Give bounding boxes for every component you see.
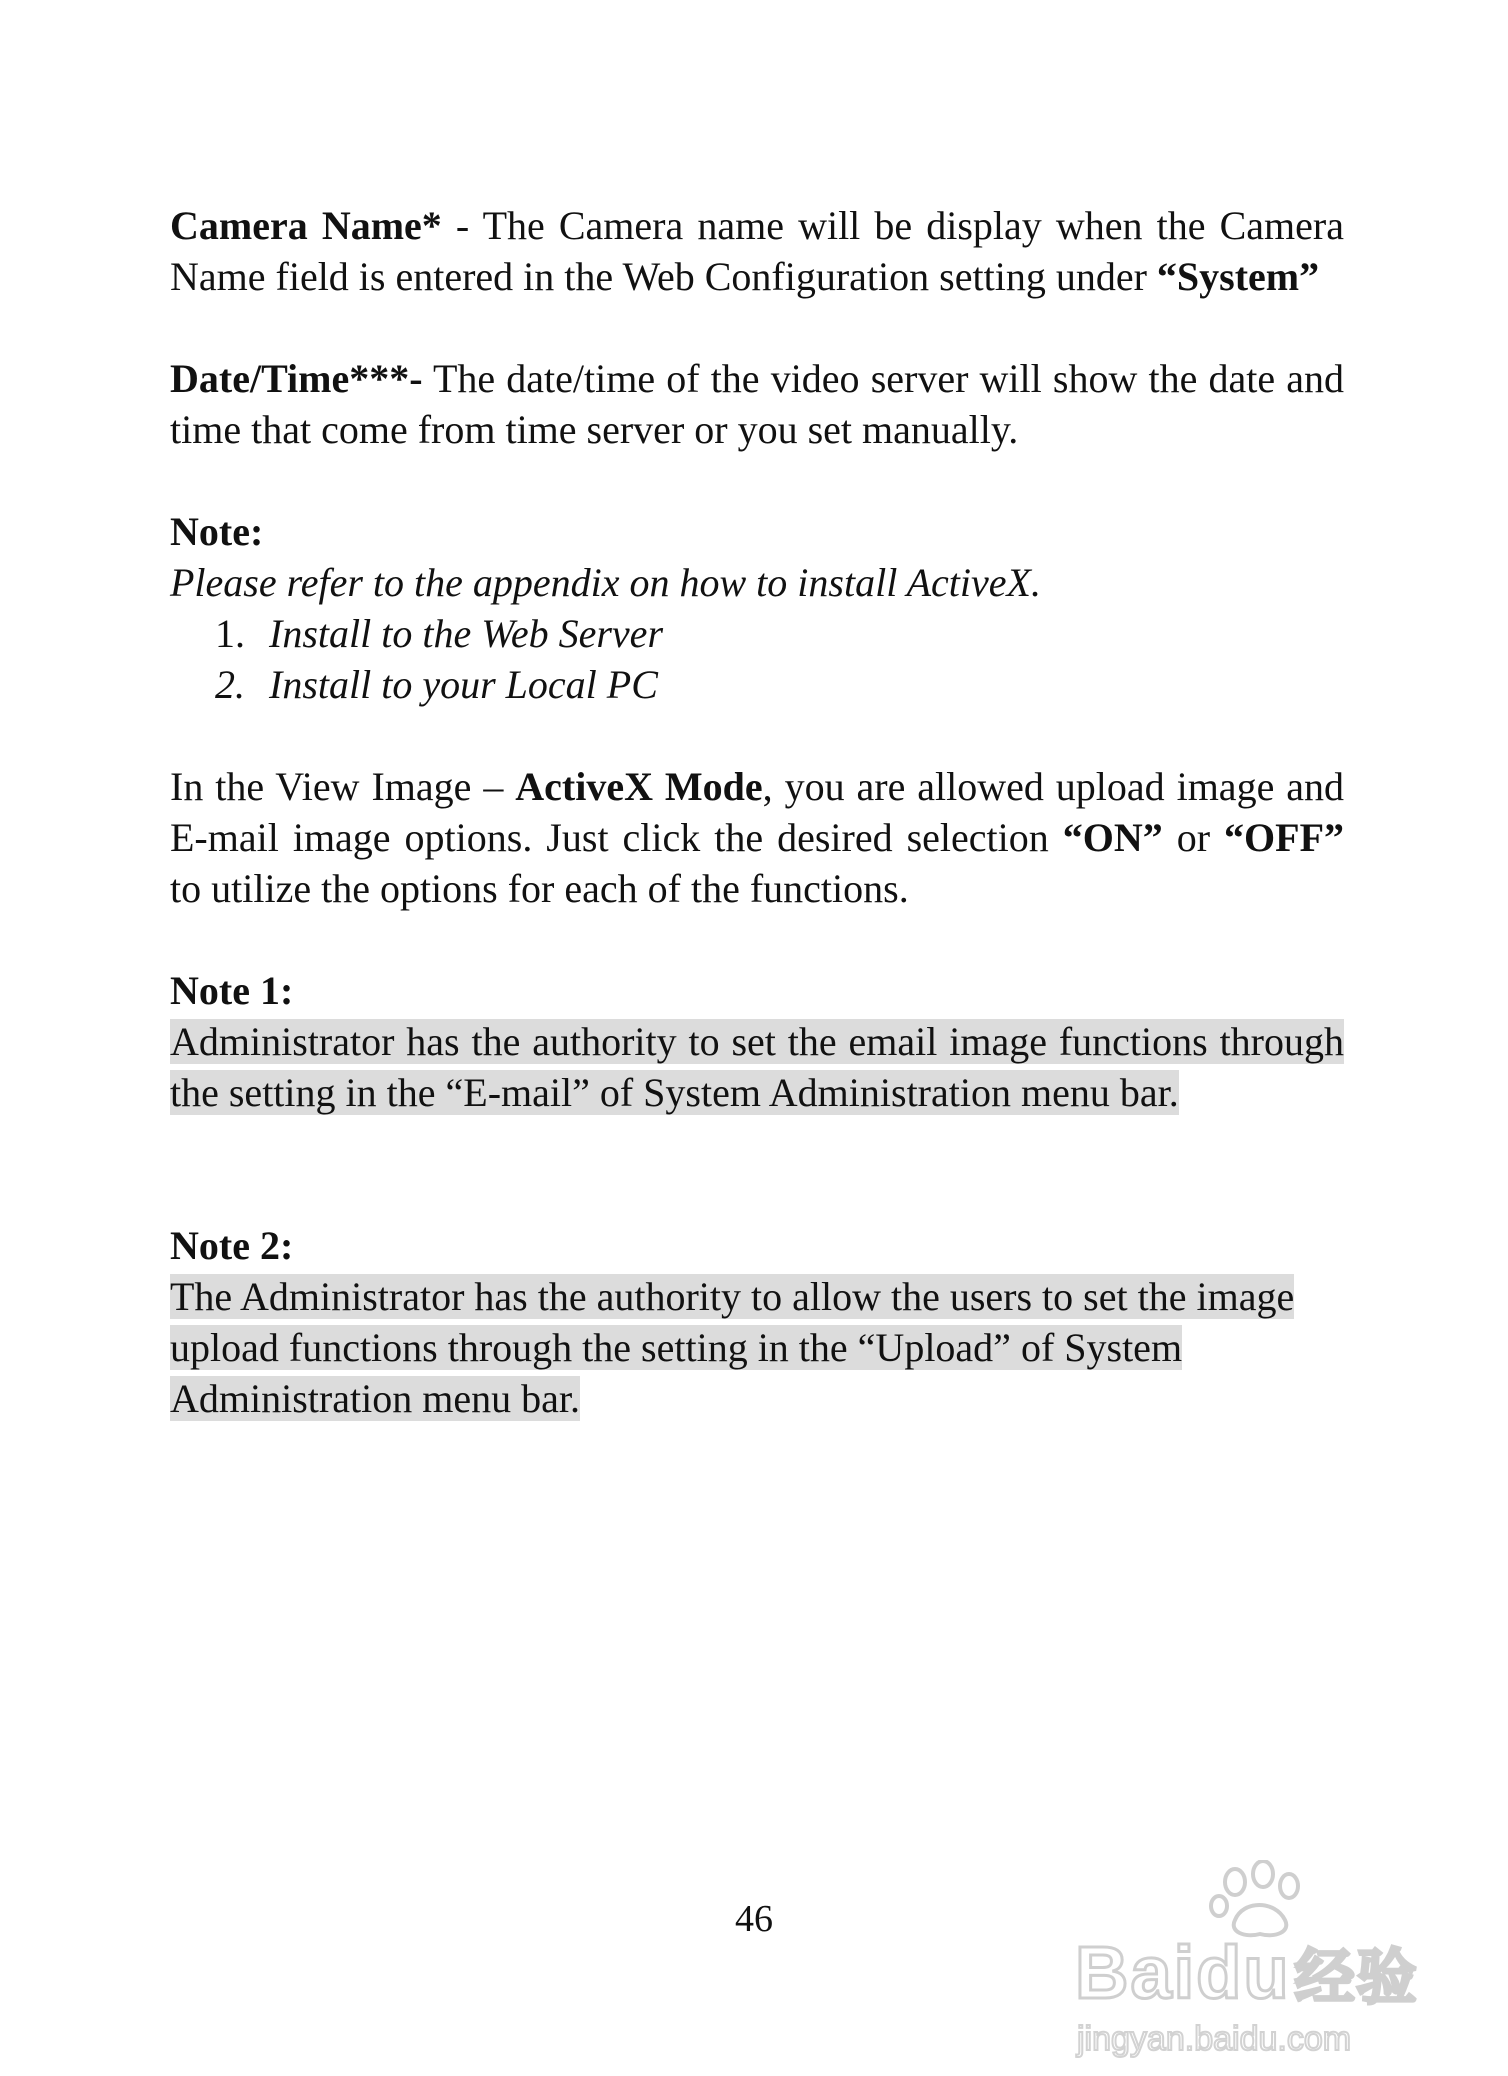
note2-heading: Note 2: <box>170 1223 294 1268</box>
baidu-watermark <box>1075 1860 1465 2060</box>
note-intro: Please refer to the appendix on how to install ActiveX. <box>170 560 1041 605</box>
logo-cn: 经验 <box>1294 1944 1419 2011</box>
watermark-url: jingyan.baidu.com <box>1077 2020 1352 2058</box>
note-heading: Note: <box>170 509 264 554</box>
list-item-number: 2. <box>215 662 245 707</box>
note1-text: Administrator has the authority to set the email image functions through the setting in the “E-mail” of System Administration menu bar. <box>170 1019 1344 1115</box>
camera-name-label: Camera Name* <box>170 203 442 248</box>
page-body <box>170 200 1344 1424</box>
note2-text: The Administrator has the authority to allow the users to set the image upload functions through the setting in the “Upload” of System Administration menu bar. <box>170 1274 1295 1421</box>
note1-heading: Note 1: <box>170 968 294 1013</box>
activex-text-1: In the View Image – <box>170 764 516 809</box>
logo-latin: Baidu <box>1075 1931 1291 2014</box>
camera-name-paragraph <box>170 200 1344 302</box>
list-item <box>170 608 1344 659</box>
datetime-paragraph <box>170 353 1344 455</box>
off-quoted: “OFF” <box>1224 815 1344 860</box>
list-item <box>170 659 1344 710</box>
activex-text-4: to utilize the options for each of the functions. <box>170 866 909 911</box>
page-number: 46 <box>735 1898 773 1940</box>
note1-paragraph <box>170 1016 1344 1118</box>
datetime-label: Date/Time***- <box>170 356 423 401</box>
activex-paragraph <box>170 761 1344 914</box>
baidu-logo <box>1075 1930 1419 2016</box>
system-quoted: “System” <box>1156 254 1320 299</box>
list-item-number: 1. <box>215 611 245 656</box>
paw-icon <box>1205 1860 1315 1940</box>
activex-mode-label: ActiveX Mode <box>515 764 763 809</box>
install-list <box>170 608 1344 710</box>
list-item-text: Install to the Web Server <box>269 611 664 656</box>
camera-name-text: - The Camera name will be display when the Camera Name field is entered in the Web Configuration setting under <box>170 203 1344 299</box>
activex-text-2: , you are allowed upload image and E-mail image options. Just click the desired selection <box>170 764 1344 860</box>
on-quoted: “ON” <box>1062 815 1163 860</box>
note2-paragraph <box>170 1271 1298 1424</box>
list-item-text: Install to your Local PC <box>269 662 658 707</box>
activex-text-3: or <box>1162 815 1225 860</box>
datetime-text: The date/time of the video server will show the date and time that come from time server or you set manually. <box>170 356 1344 452</box>
